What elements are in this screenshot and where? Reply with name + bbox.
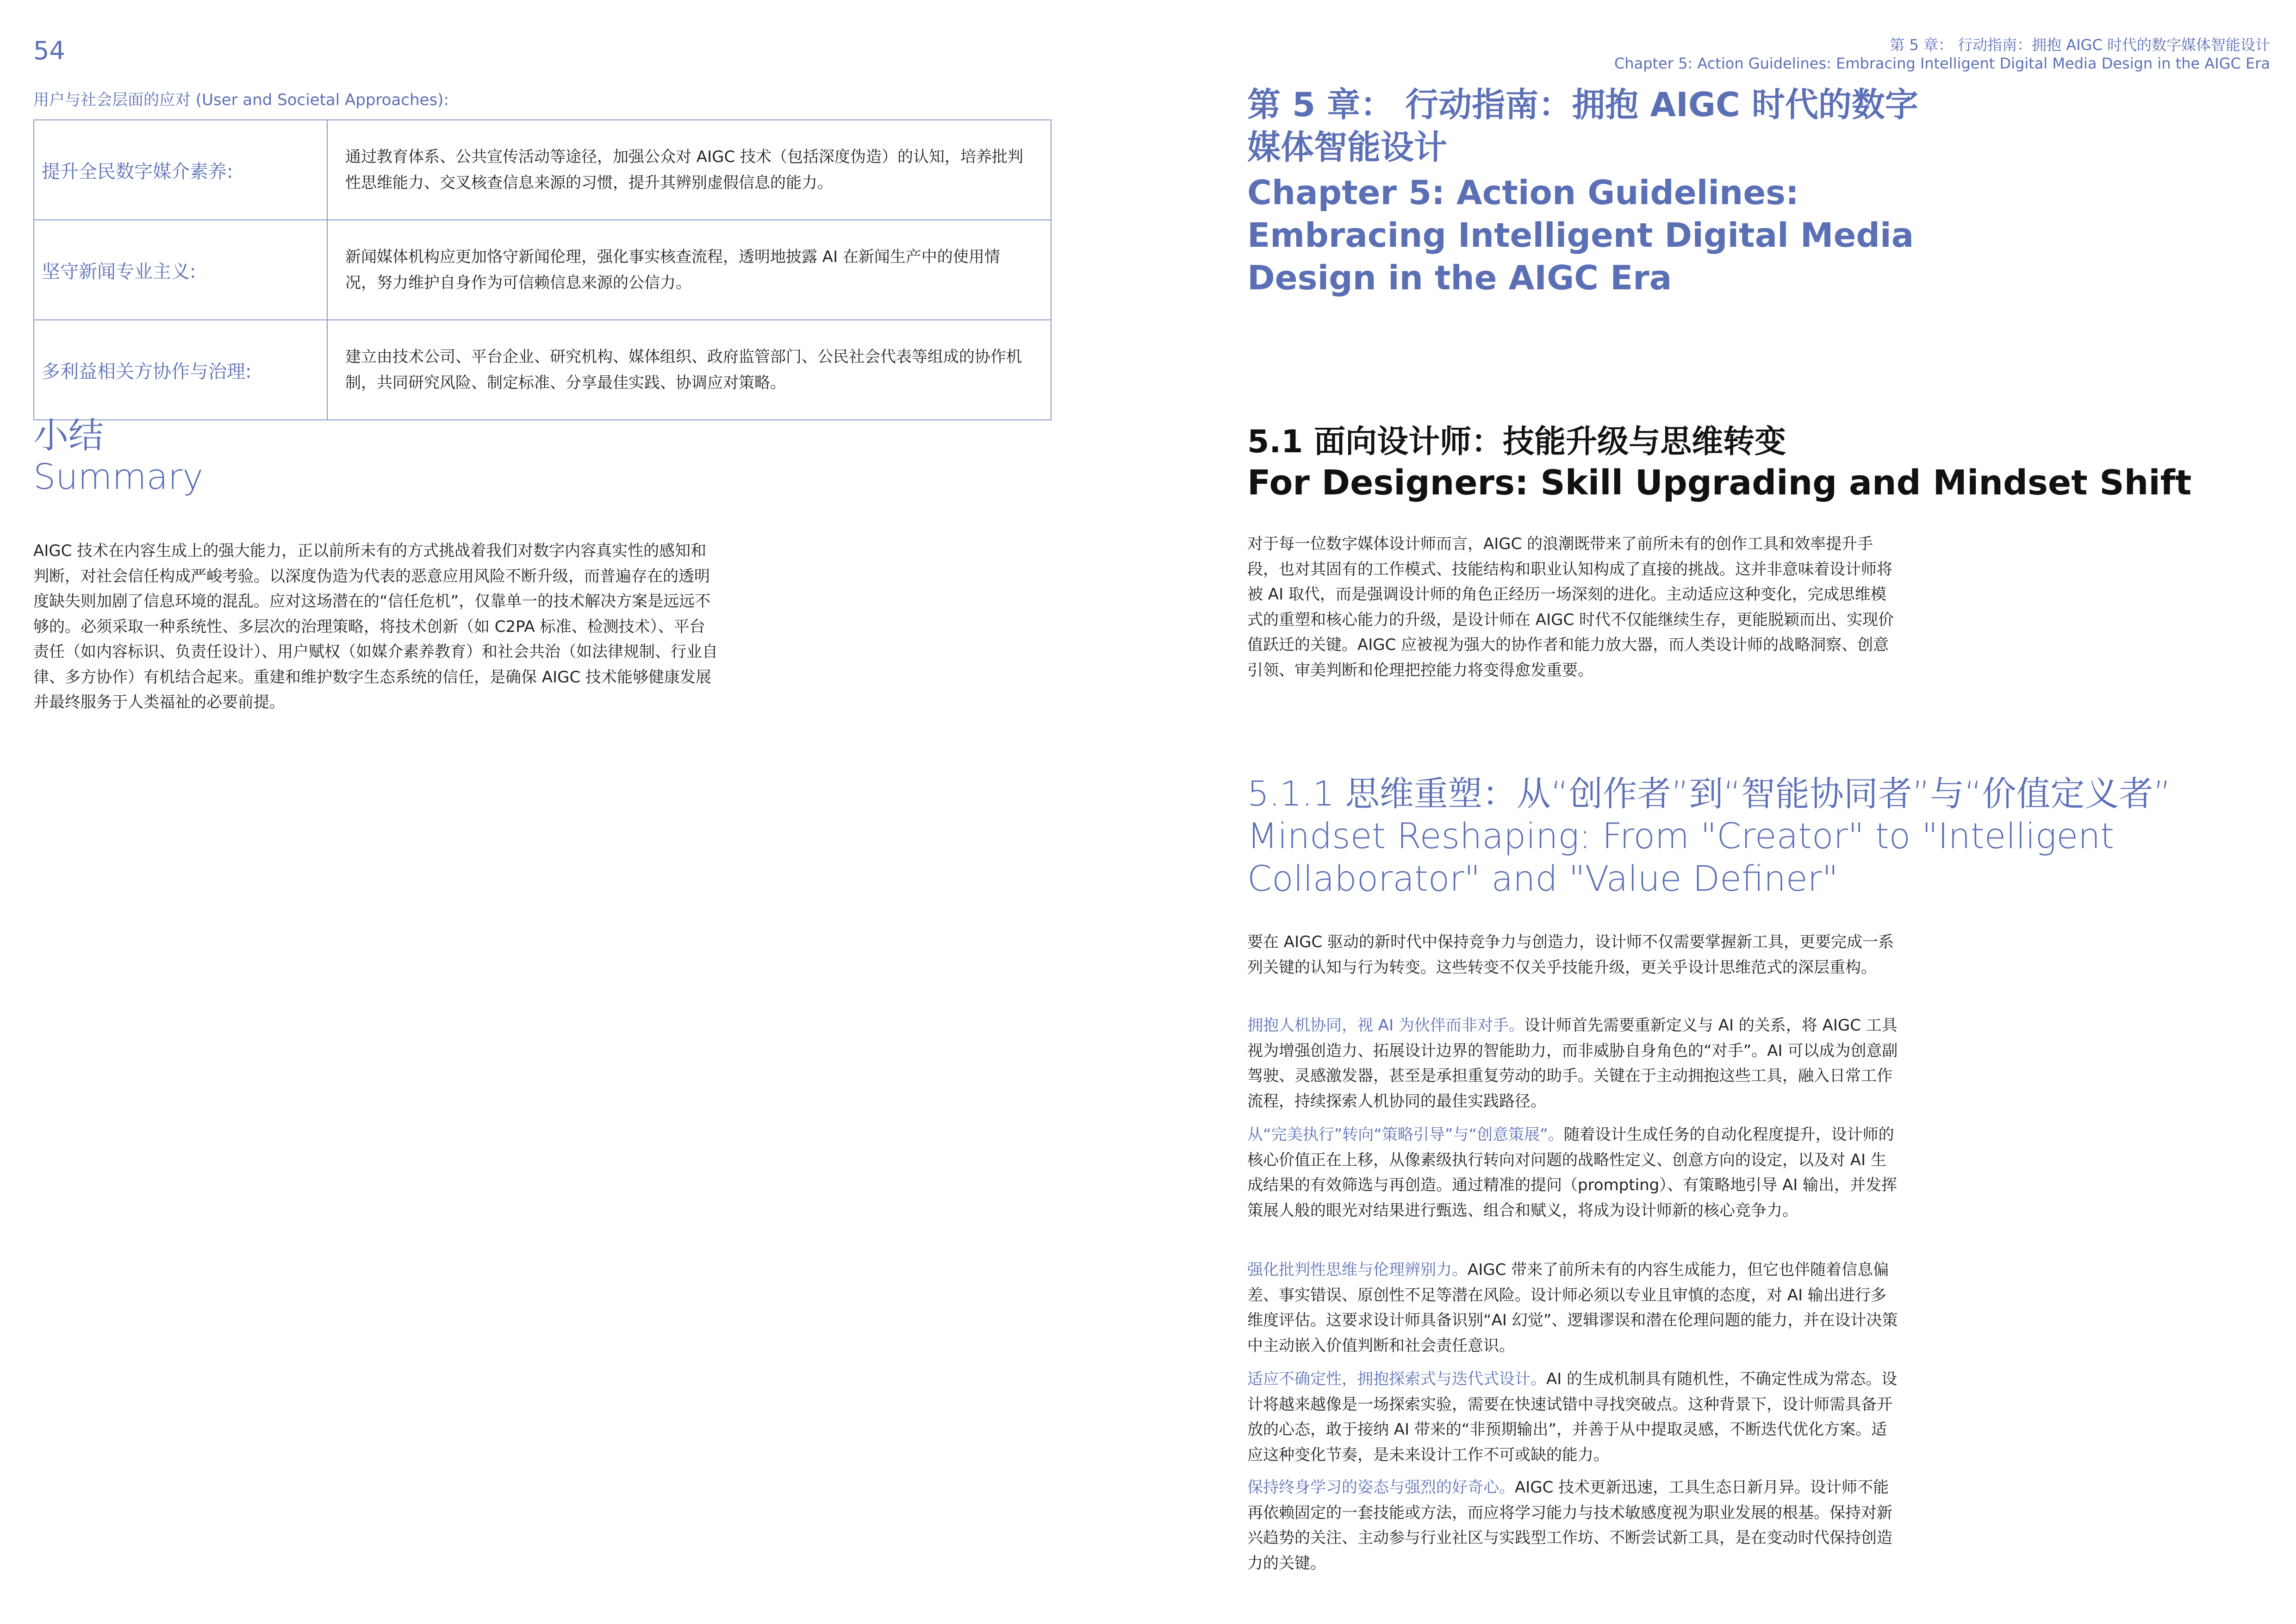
running-head-zh: 第 5 章： 行动指南：拥抱 AIGC 时代的数字媒体智能设计 <box>1890 36 2270 54</box>
point-paragraph <box>1247 1013 1900 1114</box>
point-lead: 保持终身学习的姿态与强烈的好奇心。 <box>1247 1478 1515 1497</box>
point-text: AIGC 带来了前所未有的内容生成能力，但它也伴随着信息偏差、事实错误、原创性不足等潜在风险。设计师必须以专业且审慎的态度，对 AI 输出进行多维度评估。这要求设计师具备识别“AI 幻觉”、逻辑谬误和潜在伦理问题的能力，并在设计决策中主动嵌入价值判断和社会责任意识。 <box>1247 1261 1898 1355</box>
table-cell-key: 坚守新闻专业主义: <box>34 220 327 320</box>
right-page <box>1148 0 2296 1624</box>
table-cell-value: 建立由技术公司、平台企业、研究机构、媒体组织、政府监管部门、公民社会代表等组成的协作机制，共同研究风险、制定标准、分享最佳实践、协调应对策略。 <box>327 320 1051 420</box>
point-text: AI 的生成机制具有随机性，不确定性成为常态。设计将越来越像是一场探索实验，需要在快速试错中寻找突破点。这种背景下，设计师需具备开放的心态，敢于接纳 AI 带来的“非预期输出”，并善于从中提取灵感，不断迭代优化方案。适应这种变化节奏，是未来设计工作不可或缺的能力。 <box>1247 1370 1898 1464</box>
point-lead: 适应不确定性，拥抱探索式与迭代式设计。 <box>1247 1370 1546 1388</box>
point-text: 设计师首先需要重新定义与 AI 的关系，将 AIGC 工具视为增强创造力、拓展设计边界的智能助力，而非威胁自身角色的“对手”。AI 可以成为创意副驾驶、灵感激发器，甚至是承担重复劳动的助手。关键在于主动拥抱这些工具，融入日常工作流程，持续探索人机协同的最佳实践路径。 <box>1247 1016 1898 1111</box>
running-head-en: Chapter 5: Action Guidelines: Embracing Intelligent Digital Media Design in the AIGC Era <box>1614 55 2270 72</box>
table-row <box>34 320 1051 420</box>
point-lead: 拥抱人机协同，视 AI 为伙伴而非对手。 <box>1247 1016 1524 1035</box>
subsection-title-en: Mindset Reshaping: From "Creator" to "Intelligent Collaborator" and "Value Definer" <box>1247 815 2115 899</box>
page-number: 54 <box>33 36 65 65</box>
table-heading: 用户与社会层面的应对 (User and Societal Approaches): <box>33 91 449 109</box>
table-cell-key: 提升全民数字媒介素养: <box>34 120 327 220</box>
table-cell-key: 多利益相关方协作与治理: <box>34 320 327 420</box>
point-paragraph <box>1247 1475 1900 1576</box>
point-text: 随着设计生成任务的自动化程度提升，设计师的核心价值正在上移，从像素级执行转向对问题的战略性定义、创意方向的设定，以及对 AI 生成结果的有效筛选与再创造。通过精准的提问（prompting）、有策略地引导 AI 输出，并发挥策展人般的眼光对结果进行甄选、组合和赋义，将成为设计师新的核心竞争力。 <box>1247 1125 1898 1220</box>
section-title-en: For Designers: Skill Upgrading and Mindset Shift <box>1247 463 2192 503</box>
point-paragraph <box>1247 1367 1900 1468</box>
table-row <box>34 120 1051 220</box>
point-text: AIGC 技术更新迅速，工具生态日新月异。设计师不能再依赖固定的一套技能或方法，而应将学习能力与技术敏感度视为职业发展的根基。保持对新兴趋势的关注、主动参与行业社区与实践型工作坊、不断尝试新工具，是在变动时代保持创造力的关键。 <box>1247 1478 1892 1573</box>
point-paragraph <box>1247 1257 1900 1358</box>
table-row <box>34 220 1051 320</box>
summary-body: AIGC 技术在内容生成上的强大能力，正以前所未有的方式挑战着我们对数字内容真实性的感知和判断，对社会信任构成严峻考验。以深度伪造为代表的恶意应用风险不断升级，而普遍存在的透明度缺失则加剧了信息环境的混乱。应对这场潜在的“信任危机”，仅靠单一的技术解决方案是远远不够的。必须采取一种系统性、多层次的治理策略，将技术创新（如 C2PA 标准、检测技术）、平台责任（如内容标识、负责任设计）、用户赋权（如媒介素养教育）和社会共治（如法律规制、行业自律、多方协作）有机结合起来。重建和维护数字生态系统的信任，是确保 AIGC 技术能够健康发展并最终服务于人类福祉的必要前提。 <box>33 542 718 712</box>
approaches-table <box>33 119 1052 420</box>
intro-paragraph: 要在 AIGC 驱动的新时代中保持竞争力与创造力，设计师不仅需要掌握新工具，更要完成一系列关键的认知与行为转变。这些转变不仅关乎技能升级，更关乎设计思维范式的深层重构。 <box>1247 933 1894 977</box>
chapter-title-en: Chapter 5: Action Guidelines: Embracing Intelligent Digital Media Design in the AIGC Era <box>1247 173 1914 297</box>
point-lead: 从“完美执行”转向“策略引导”与“创意策展”。 <box>1247 1125 1564 1144</box>
chapter-title-zh: 第 5 章： 行动指南：拥抱 AIGC 时代的数字媒体智能设计 <box>1247 85 1918 167</box>
section-body: 对于每一位数字媒体设计师而言，AIGC 的浪潮既带来了前所未有的创作工具和效率提升手段，也对其固有的工作模式、技能结构和职业认知构成了直接的挑战。这并非意味着设计师将被 AI 取代，而是强调设计师的角色正经历一场深刻的进化。主动适应这种变化，完成思维模式的重塑和核心能力的升级，是设计师在 AIGC 时代不仅能继续生存，更能脱颖而出、实现价值跃迁的关键。AIGC 应被视为强大的协作者和能力放大器，而人类设计师的战略洞察、创意引领、审美判断和伦理把控能力将变得愈发重要。 <box>1247 535 1894 680</box>
table-cell-value: 通过教育体系、公共宣传活动等途径，加强公众对 AIGC 技术（包括深度伪造）的认知，培养批判性思维能力、交叉核查信息来源的习惯，提升其辨别虚假信息的能力。 <box>327 120 1051 220</box>
table-cell-value: 新闻媒体机构应更加恪守新闻伦理，强化事实核查流程，透明地披露 AI 在新闻生产中的使用情况，努力维护自身作为可信赖信息来源的公信力。 <box>327 220 1051 320</box>
point-paragraph <box>1247 1122 1900 1223</box>
summary-heading-zh: 小结 <box>33 415 104 456</box>
summary-heading-en: Summary <box>33 456 204 497</box>
point-lead: 强化批判性思维与伦理辨别力。 <box>1247 1261 1468 1279</box>
subsection-title-zh: 5.1.1 思维重塑：从“创作者”到“智能协同者”与“价值定义者” <box>1247 774 2171 814</box>
section-title-zh: 5.1 面向设计师：技能升级与思维转变 <box>1247 424 1786 460</box>
